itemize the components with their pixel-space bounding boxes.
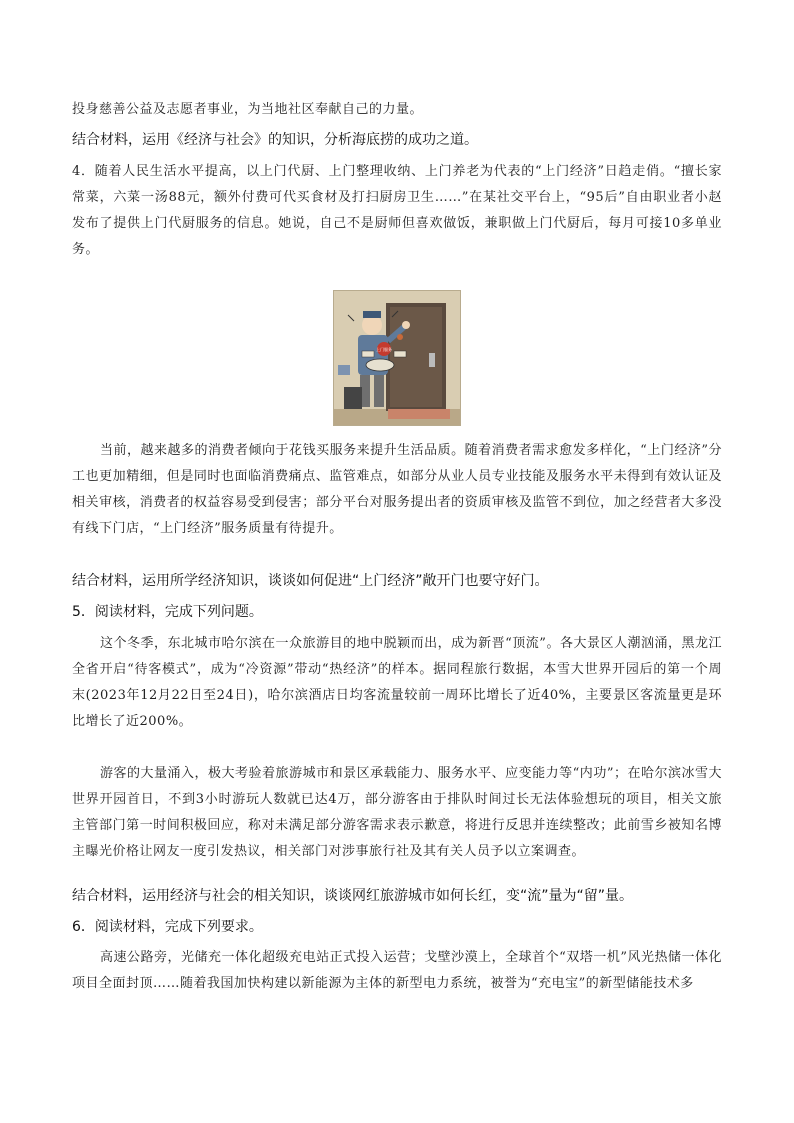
question-5-material-2: 游客的大量涌入，极大考验着旅游城市和景区承载能力、服务水平、应变能力等“内功”；在哈尔滨冰雪大世界开园首日，不到3小时游玩人数就已达4万，部分游客由于排队时间过长无法体验想玩的项目，相关文旅主管部门第一时间积极回应，称对未满足部分游客需求表示歉意，将进行反思并连续整改；此前雪乡被知名博主曝光价格让网友一度引发热议，相关部门对涉事旅行社及其有关人员予以立案调查。 — [72, 766, 722, 859]
question-5-material: 这个冬季，东北城市哈尔滨在一众旅游目的地中脱颖而出，成为新晋“顶流”。各大景区人潮汹涌，黑龙江全省开启“待客模式”，成为“冷资源”带动“热经济”的样本。据同程旅行数据，本雪大世界开园后的第一个周末(2023年12月22日至24日)，哈尔滨酒店日均客流量较前一周环比增长了近40%，主要景区客流量更是环比增长了近200%。 — [72, 636, 722, 729]
question-prompt: 结合材料，运用《经济与社会》的知识，分析海底捞的成功之道。 — [72, 132, 478, 148]
cartoon-illustration — [334, 291, 460, 425]
svg-text:上门服务: 上门服务 — [376, 347, 392, 352]
question-5-prompt: 结合材料，运用经济与社会的相关知识，谈谈网红旅游城市如何长红，变“流”量为“留”量。 — [72, 888, 634, 904]
question-4-material-2: 当前，越来越多的消费者倾向于花钱买服务来提升生活品质。随着消费者需求愈发多样化，“上门经济”分工也更加精细，但是同时也面临消费痛点、监管难点，如部分从业人员专业技能及服务水平未得到有效认证及相关审核，消费者的权益容易受到侵害；部分平台对服务提出者的资质审核及监管不到位，加之经营者大多没有线下门店，“上门经济”服务质量有待提升。 — [72, 443, 722, 536]
question-4-material: 4．随着人民生活水平提高，以上门代厨、上门整理收纳、上门养老为代表的“上门经济”日趋走俏。“擅长家常菜，六菜一汤88元，额外付费可代买食材及打扫厨房卫生……”在某社交平台上，“95后”自由职业者小赵发布了提供上门代厨服务的信息。她说，自己不是厨师但喜欢做饭，兼职做上门代厨后，每月可接10多单业务。 — [72, 164, 722, 257]
question-6-material: 高速公路旁，光储充一体化超级充电站正式投入运营；戈壁沙漠上，全球首个“双塔一机”风光热储一体化项目全面封顶……随着我国加快构建以新能源为主体的新型电力系统，被誉为“充电宝”的新型储能技术多 — [72, 950, 722, 991]
question-4-prompt: 结合材料，运用所学经济知识，谈谈如何促进“上门经济”敞开门也要守好门。 — [72, 573, 549, 589]
door-service-illustration — [333, 290, 461, 426]
toolbox — [344, 387, 362, 409]
paragraph-line: 投身慈善公益及志愿者事业，为当地社区奉献自己的力量。 — [72, 102, 424, 117]
doormat — [388, 409, 450, 419]
question-6-heading: 6．阅读材料，完成下列要求。 — [72, 919, 263, 935]
question-5-heading: 5．阅读材料，完成下列问题。 — [72, 604, 263, 620]
